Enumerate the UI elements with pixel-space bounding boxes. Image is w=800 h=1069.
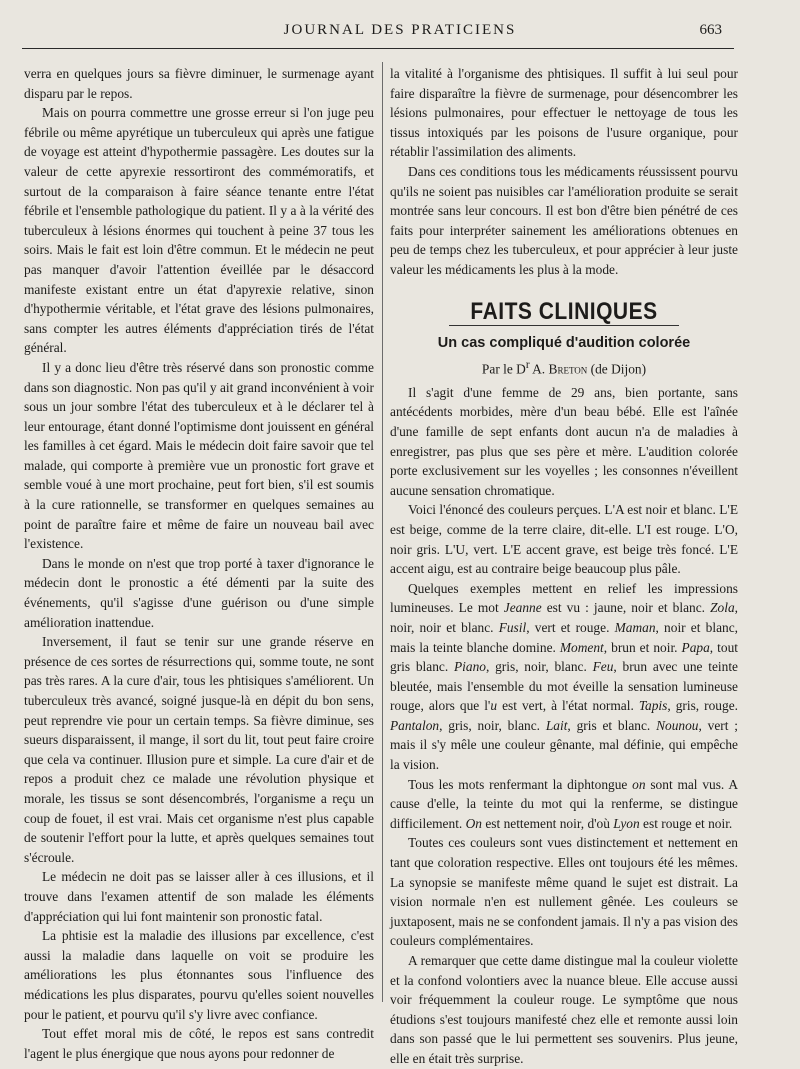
paragraph: A remarquer que cette dame distingue mal la couleur violette et la confond volontiers avec la nuance bleue. Elle accuse aussi voir fréquemment la couleur rouge. Le symptôme que nous étudions s'est toujours manifesté chez elle et remonte aussi loin dans son passé que le lui permettent ses souvenirs. Plus jeune, elle en était très surprise. <box>390 953 738 1066</box>
text-run: , noir, noir et blanc. <box>390 600 738 635</box>
article-title: Un cas compliqué d'audition colorée <box>437 335 691 352</box>
column-divider <box>382 62 383 1002</box>
paragraph: Inversement, il faut se tenir sur une grande réserve en présence de ces sortes de résurrections qui, somme toute, ne sont pas très rares. A la cure d'air, tous les phtisiques s'améliorent. Un tuberculeux très avancé, soigné jusque-là en dépit du bon sens, peut reprendre vie pour un certain temps. Sa fièvre diminue, ses sueurs disparaissent, il mange, il sort du lit, tout peut faire croire que cela va continuer. Illusion pure et simple. La cure d'air et de repos a produit chez ce malade une révolution physique et morale, les tissus se sont désencombrés, l'organisme a reçu un coup de fouet, il est vrai. Mais cet organisme n'est plus capable de soutenir l'effort pour la lutte, et après quelques semaines tout s'écroule. <box>24 634 374 865</box>
example-word: On <box>465 815 482 831</box>
paragraph: Dans le monde on n'est que trop porté à taxer d'ignorance le médecin dont le pronostic a été démenti par la suite des événements, qu'il s'agisse d'une guérison ou d'une simple amélioration inattendue. <box>24 555 374 630</box>
example-word: Piano <box>453 659 486 675</box>
example-word: Zola <box>710 600 735 616</box>
text-run: , vert ; mais il s'y mêle une couleur gênante, mal définie, qui empêche la vision. <box>390 717 738 773</box>
byline <box>390 356 738 379</box>
paragraph: Toutes ces couleurs sont vues distinctement et nettement en tant que coloration respective. Elles ont toujours été les mêmes. La synopsie se manifeste même quand le sujet est distrait. La vision normale n'en est nullement gênée. Les couleurs se juxtaposent, mais ne se confondent jamais. Il n'y a pas vision des couleurs complémentaires. <box>390 835 738 949</box>
running-head <box>0 20 800 44</box>
example-word: Feu <box>592 659 614 675</box>
text-run: Quelques exemples mettent en relief les impressions lumineuses. Le mot <box>390 580 738 616</box>
example-word: Nounou <box>656 717 699 733</box>
paragraph-examples <box>390 579 738 775</box>
text-run: est nettement noir, d'où <box>482 815 614 831</box>
section-title: FAITS CLINIQUES <box>470 297 658 325</box>
text-run: , brun et noir. <box>603 639 682 655</box>
text-run: , tout gris blanc. <box>390 639 738 675</box>
paragraph: La phtisie est la maladie des illusions par excellence, c'est aussi la maladie dans laquelle on voit se produire les améliorations les plus étonnantes sous l'influence des médications les plus disparates, pourvu qu'elles soient nouvelles pour le patient, et pourvu qu'il s'y livre avec confiance. <box>24 928 374 1022</box>
paragraph: la vitalité à l'organisme des phtisiques. Il suffit à lui seul pour faire disparaître la fièvre de surmenage, pour désencombrer les lésions pulmonaires, pour effectuer le nettoyage de tous les tissus intoxiqués par les poisons de l'usure organique, pour rétablir l'assimilation des aliments. <box>390 66 738 160</box>
author-name: Breton <box>548 361 588 377</box>
text-run: , gris, rouge. <box>667 698 738 714</box>
example-word: Tapis <box>638 698 668 714</box>
text-run: , vert et rouge. <box>526 619 615 635</box>
text-run: , brun avec une teinte bleutée, mais l'ensemble du mot éveille la sensation lumineuse rouge, alors que l' <box>390 659 738 714</box>
text-run: sont mal vus. A cause d'elle, la teinte du mot qui la renferme, se distingue difficilement. <box>390 776 738 831</box>
example-word: Lait <box>545 717 568 733</box>
text-run: Tous les mots renfermant la diphtongue <box>408 776 633 792</box>
text-run: est vert, à l'état normal. <box>497 698 639 714</box>
text-run: , gris, noir, blanc. <box>485 659 593 675</box>
paragraph: Tout effet moral mis de côté, le repos est sans contredit l'agent le plus énergique que nous ayons pour redonner de <box>24 1026 374 1061</box>
text-run: est vu : jaune, noir et blanc. <box>541 600 711 616</box>
paragraph: Mais on pourra commettre une grosse erreur si l'on juge peu fébrile ou même apyrétique un tuberculeux qui après une fatigue de voyage est atteint d'hypothermie passagère. Les doutes sur la valeur de cette apyrexie ressortiront des commémoratifs, et surtout de la comparaison à faire séance tenante entre l'état fébrile et l'ensemble pathologique du patient. Il y a à la vérité des tuberculeux à lésions énormes qui touchent à peine 37 tous les soirs. Mais le fait est loin d'être commun. Et le médecin ne peut pas manquer d'avoir l'attention éveillée par le désaccord manifeste existant entre un état d'apyrexie relative, sinon d'hypothermie véritable, et l'état grave des lésions pulmonaires, sans compter les autres éléments d'appréciation tirés de l'état général. <box>24 105 374 356</box>
example-word: Fusil <box>498 619 527 635</box>
text-run: , noir et blanc, mais la teinte blanche domine. <box>390 619 738 655</box>
example-word: Moment <box>559 639 604 655</box>
right-column <box>390 64 738 1069</box>
paragraph-diphthong <box>390 775 738 834</box>
page-number: 663 <box>699 22 722 38</box>
paragraph: Voici l'énoncé des couleurs perçues. L'A est noir et blanc. L'E est beige, comme de la terre claire, dit-elle. L'I est rouge. L'O, noir gris. L'U, vert. L'E accent grave, est beige très foncé. L'E accent aigu, est au contraire beige beaucoup plus pâle. <box>390 502 738 577</box>
example-word: Pantalon <box>390 717 440 733</box>
paragraph: Dans ces conditions tous les médicaments réussissent pourvu qu'ils ne soient pas nuisibles car l'amélioration produite se serait montrée sans leur concours. Il est bon d'être bien pénétré de ces faits pour interpréter sainement les améliorations obtenues en peu de temps chez les tuberculeux, et pour apprécier à leur juste valeur les médicaments les plus à la mode. <box>390 163 738 277</box>
example-word: Maman <box>614 619 656 635</box>
byline-prefix: Par le D <box>481 361 526 377</box>
text-run: , gris et blanc. <box>567 717 657 733</box>
text-run: , gris, noir, blanc. <box>439 717 546 733</box>
text-run: est rouge et noir. <box>639 815 733 831</box>
byline-initial: A. <box>529 361 549 377</box>
paragraph: Le médecin ne doit pas se laisser aller à ces illusions, et il trouve dans l'examen attentif de son malade les éléments d'appréciation qui lui font maintenir son pronostic fatal. <box>24 869 374 924</box>
byline-sup: r <box>525 358 530 371</box>
example-word: Papa <box>681 639 710 655</box>
left-column <box>24 64 374 1063</box>
journal-title: JOURNAL DES PRATICIENS <box>283 22 517 38</box>
paragraph: verra en quelques jours sa fièvre diminuer, le surmenage ayant disparu par le repos. <box>24 66 374 101</box>
paragraph: Il y a donc lieu d'être très réservé dans son pronostic comme dans son diagnostic. Non pas qu'il y ait grand inconvénient à voir sous un jour sombre l'état des tuberculeux et à le déclarer tel à leur entourage, étant donné l'optimisme dont jouissent en général les familles à cet égard. Mais le médecin doit faire savoir que tel malade, qui comporte à première vue un pronostic fort grave et semble voué à une mort prochaine, peut fort bien, s'il est soumis à la cure rationnelle, se transformer en quelques semaines au point de paraître faire et même de faire un nouveau bail avec l'existence. <box>24 359 374 552</box>
example-word: Lyon <box>613 815 640 831</box>
example-word: on <box>632 776 646 792</box>
example-word: Jeanne <box>503 600 542 616</box>
header-rule <box>22 48 734 49</box>
example-word: u <box>490 698 498 714</box>
section-title-rule <box>449 325 679 326</box>
paragraph: Il s'agit d'une femme de 29 ans, bien portante, sans antécédents morbides, mère d'un beau bébé. Elle est l'aînée d'une famille de sept enfants dont aucun n'a de maladies à enregistrer, pas plus que ses père et mère. L'audition colorée porte exclusivement sur les voyelles ; les consonnes n'éveillent aucune sensation chromatique. <box>390 384 738 498</box>
byline-suffix: (de Dijon) <box>587 361 647 377</box>
